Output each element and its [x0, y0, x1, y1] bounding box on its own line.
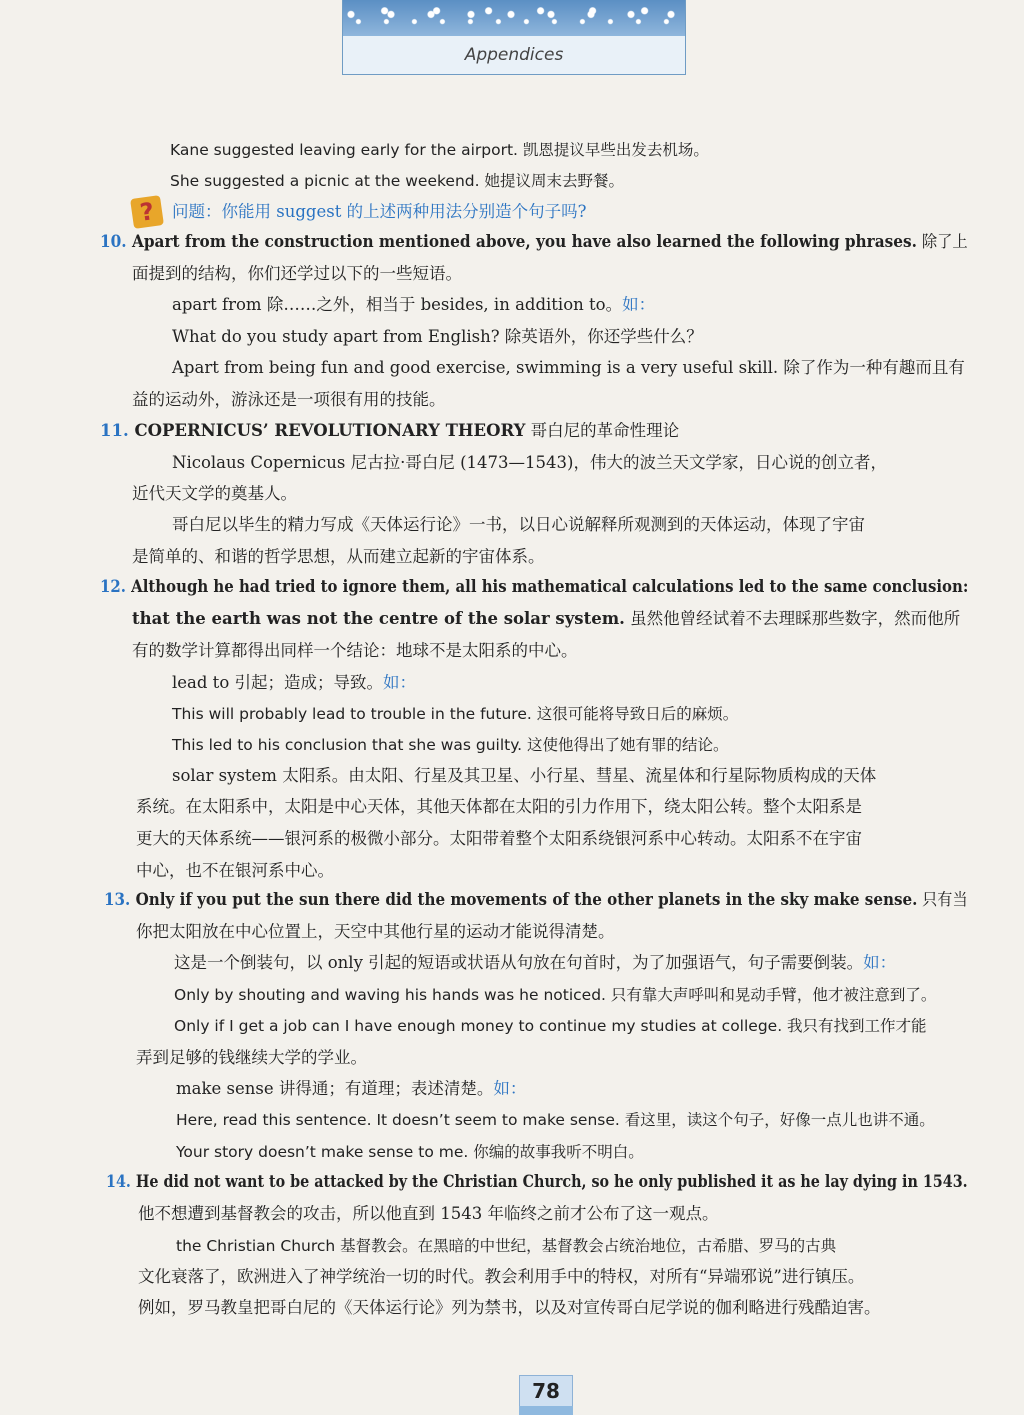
text-line [172, 358, 965, 378]
appendices-header [342, 0, 686, 75]
text-segment: lead to 引起；造成；导致。 [172, 673, 383, 692]
text-segment: Here, read this sentence. It doesn’t seem to make sense. 看这里，读这个句子，好像一点儿也讲不通。 [176, 1111, 935, 1129]
text-segment: the Christian Church 基督教会。在黑暗的中世纪，基督教会占统治地位，古希腊、罗马的古典 [176, 1237, 837, 1255]
text-line [172, 735, 729, 755]
text-segment: Only if you put the sun there did the movements of the other planets in the sky make sense. [130, 890, 918, 909]
text-line [100, 577, 968, 597]
text-segment: 如： [622, 295, 656, 314]
page-number: 78 [519, 1375, 573, 1407]
text-line [136, 829, 862, 849]
text-segment: 虽然他曾经试着不去理睬那些数字，然而他所 [624, 609, 961, 628]
text-segment: 更大的天体系统——银河系的极微小部分。太阳带着整个太阳系绕银河系中心转动。太阳系不在宇宙 [136, 829, 862, 848]
text-line [138, 1298, 881, 1318]
text-segment: 哥白尼以毕生的精力写成《天体运行论》一书，以日心说解释所观测到的天体运动，体现了宇宙 [172, 515, 865, 534]
header-title: Appendices [464, 45, 564, 65]
text-line [172, 673, 416, 693]
text-segment: that the earth was not the centre of the solar system. [132, 609, 625, 628]
text-line [172, 295, 655, 315]
text-line [132, 484, 297, 504]
text-segment: 如： [383, 673, 416, 692]
text-segment: 哥白尼的革命性理论 [525, 421, 680, 440]
text-segment: 弄到足够的钱继续大学的学业。 [136, 1048, 367, 1067]
text-line [176, 1236, 836, 1256]
text-line [172, 766, 876, 786]
text-line [104, 890, 968, 910]
text-segment: What do you study apart from English? 除英语外，你还学些什么？ [172, 327, 703, 346]
text-line [170, 171, 624, 191]
text-line [136, 797, 862, 817]
text-segment: Apart from being fun and good exercise, swimming is a very useful skill. 除了作为一种有趣而且有 [172, 358, 965, 377]
text-line [132, 609, 960, 629]
text-segment: He did not want to be attacked by the Christian Church, so he only published it as he lay dying in 1543. [130, 1172, 968, 1191]
text-segment: Kane suggested leaving early for the airport. 凯恩提议早些出发去机场。 [170, 141, 709, 159]
text-segment: 例如，罗马教皇把哥白尼的《天体运行论》列为禁书，以及对宣传哥白尼学说的伽利略进行残酷迫害。 [138, 1298, 881, 1317]
text-line [172, 202, 586, 222]
question-icon: ? [130, 195, 164, 229]
text-line [138, 1267, 864, 1287]
text-line [172, 327, 703, 347]
text-line [176, 1110, 935, 1130]
text-segment: 面提到的结构，你们还学过以下的一些短语。 [132, 264, 462, 283]
text-segment: solar system 太阳系。由太阳、行星及其卫星、小行星、彗星、流星体和行星际物质构成的天体 [172, 766, 877, 785]
text-segment: 13. [104, 890, 131, 909]
text-segment: This will probably lead to trouble in the future. 这很可能将导致日后的麻烦。 [172, 705, 739, 723]
text-segment: Although he had tried to ignore them, all his mathematical calculations led to the same conclusion: [125, 577, 969, 596]
text-segment: 11. [100, 421, 129, 440]
text-segment: She suggested a picnic at the weekend. 她提议周末去野餐。 [170, 172, 624, 190]
text-line [106, 1172, 968, 1192]
text-segment: Only if I get a job can I have enough money to continue my studies at college. 我只有找到工作才能 [174, 1017, 927, 1035]
text-segment: Nicolaus Copernicus 尼古拉·哥白尼 (1473—1543)，伟大的波兰天文学家，日心说的创立者， [172, 453, 887, 472]
text-line [174, 953, 896, 973]
text-line [176, 1079, 526, 1099]
text-line [136, 1048, 367, 1068]
text-line [100, 232, 968, 252]
text-line [174, 1016, 927, 1036]
text-segment: 益的运动外，游泳还是一项很有用的技能。 [132, 390, 446, 409]
text-segment: 你把太阳放在中心位置上，天空中其他行星的运动才能说得清楚。 [136, 922, 615, 941]
text-segment: 10. [100, 232, 127, 251]
text-line [170, 140, 709, 160]
text-segment: apart from 除……之外，相当于 besides, in addition to。 [172, 295, 623, 314]
text-segment: 如： [493, 1079, 527, 1098]
text-segment: 除了上 [916, 232, 968, 251]
text-segment: This led to his conclusion that she was guilty. 这使他得出了她有罪的结论。 [172, 736, 729, 754]
text-line [172, 453, 887, 473]
page-number-tab [519, 1406, 573, 1415]
text-segment: COPERNICUS’ REVOLUTIONARY THEORY [128, 421, 526, 440]
text-line [132, 547, 545, 567]
text-line [132, 264, 462, 284]
text-segment: Apart from the construction mentioned above, you have also learned the following phrases. [126, 232, 917, 251]
text-segment: Only by shouting and waving his hands was he noticed. 只有靠大声呼叫和晃动手臂，他才被注意到了。 [174, 986, 937, 1004]
text-segment: 14. [106, 1172, 131, 1191]
text-segment: make sense 讲得通；有道理；表述清楚。 [176, 1079, 494, 1098]
text-segment: 12. [100, 577, 126, 596]
text-line [136, 861, 334, 881]
text-line [174, 985, 936, 1005]
text-line [176, 1142, 644, 1162]
text-line [132, 641, 578, 661]
text-segment: 有的数学计算都得出同样一个结论：地球不是太阳系的中心。 [132, 641, 578, 660]
text-segment: 如： [863, 953, 897, 972]
text-line [172, 515, 865, 535]
text-line [100, 421, 679, 441]
header-decorative-band [343, 0, 685, 36]
text-segment: 文化衰落了，欧洲进入了神学统治一切的时代。教会利用手中的特权，对所有“异端邪说”进行镇压。 [138, 1267, 865, 1286]
text-line [136, 922, 615, 942]
text-segment: 问题：你能用 suggest 的上述两种用法分别造个句子吗? [172, 202, 587, 221]
text-segment: 中心，也不在银河系中心。 [136, 861, 334, 880]
text-segment: 这是一个倒装句，以 only 引起的短语或状语从句放在句首时，为了加强语气，句子需要倒装。 [174, 953, 864, 972]
text-segment: 只有当 [917, 890, 968, 909]
text-line [132, 390, 446, 410]
text-line [172, 704, 738, 724]
text-segment: 系统。在太阳系中，太阳是中心天体，其他天体都在太阳的引力作用下，绕太阳公转。整个太阳系是 [136, 797, 862, 816]
text-line [138, 1204, 718, 1224]
text-segment: 近代天文学的奠基人。 [132, 484, 297, 503]
text-segment: 是简单的、和谐的哲学思想，从而建立起新的宇宙体系。 [132, 547, 545, 566]
text-segment: 他不想遭到基督教会的攻击，所以他直到 1543 年临终之前才公布了这一观点。 [138, 1204, 719, 1223]
text-segment: Your story doesn’t make sense to me. 你编的故事我听不明白。 [176, 1143, 644, 1161]
